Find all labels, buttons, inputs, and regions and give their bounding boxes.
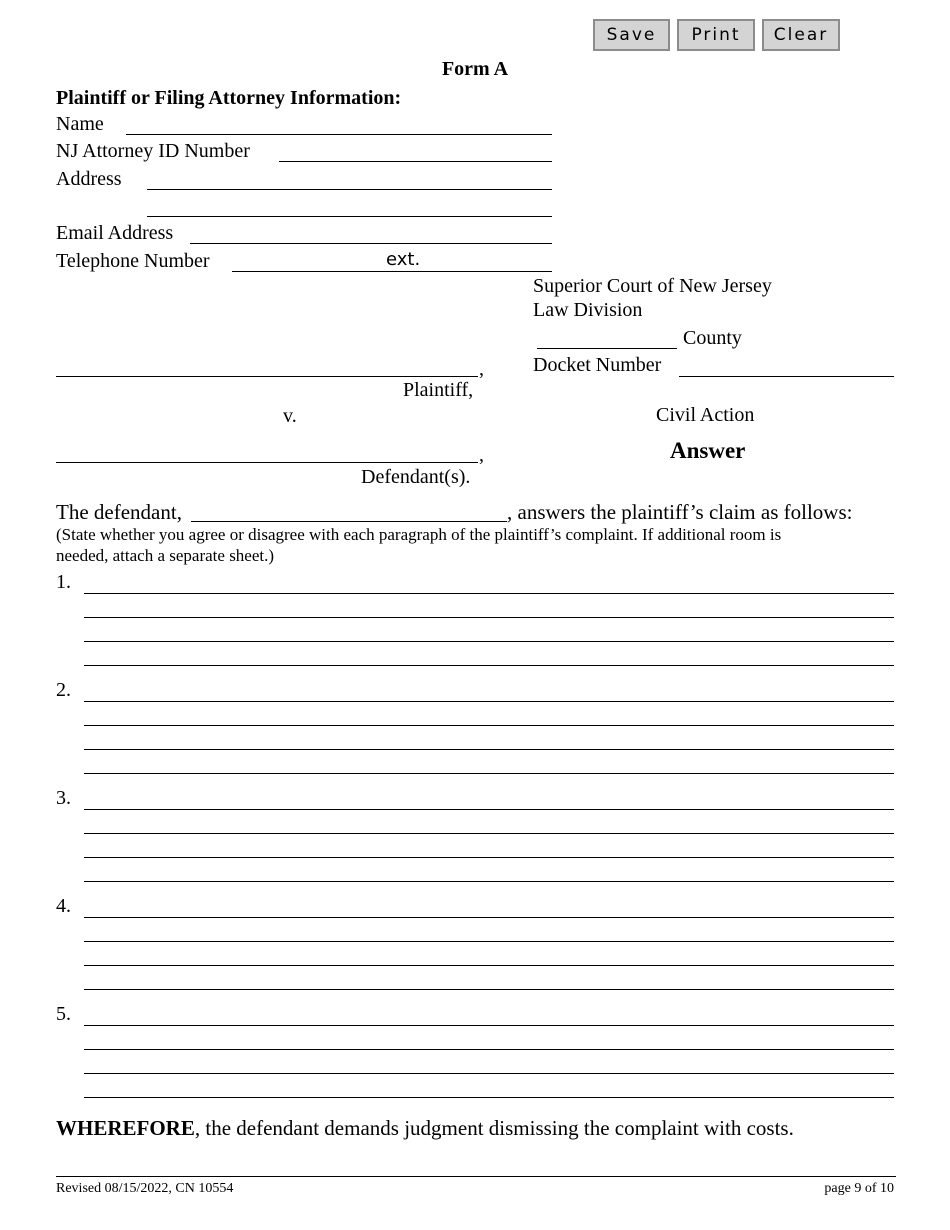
answer-field[interactable] — [84, 944, 894, 966]
wherefore-clause — [56, 1116, 794, 1140]
answer-field[interactable] — [84, 860, 894, 882]
name-label: Name — [56, 113, 104, 135]
clear-button[interactable]: Clear — [762, 19, 840, 51]
defendant-label: Defendant(s). — [361, 466, 471, 488]
print-button[interactable]: Print — [677, 19, 755, 51]
plaintiff-label: Plaintiff, — [403, 379, 474, 401]
answer-field[interactable] — [84, 596, 894, 618]
answer-field[interactable] — [84, 1076, 894, 1098]
answer-field[interactable] — [84, 896, 894, 918]
email-label: Email Address — [56, 222, 174, 244]
answer-field[interactable] — [84, 620, 894, 642]
attorney-id-label: NJ Attorney ID Number — [56, 140, 250, 162]
answer-field[interactable] — [84, 1052, 894, 1074]
address-field-2[interactable] — [147, 195, 552, 217]
ext-label: ext. — [386, 249, 421, 270]
attorney-heading: Plaintiff or Filing Attorney Information: — [56, 87, 402, 109]
county-field[interactable] — [537, 327, 677, 349]
instruction-line-2: needed, attach a separate sheet.) — [56, 546, 275, 565]
versus-label: v. — [283, 405, 297, 427]
court-name: Superior Court of New Jersey — [533, 275, 772, 297]
plaintiff-field[interactable] — [56, 355, 478, 377]
docket-field[interactable] — [679, 355, 894, 377]
paragraph-number: 4. — [56, 895, 71, 917]
ext-field[interactable] — [420, 250, 552, 272]
save-button[interactable]: Save — [593, 19, 670, 51]
document-title: Answer — [670, 438, 746, 463]
footer-rule — [56, 1176, 896, 1177]
page-number: page 9 of 10 — [824, 1181, 894, 1196]
form-title: Form A — [441, 58, 509, 80]
paragraph-number: 3. — [56, 787, 71, 809]
phone-label: Telephone Number — [56, 250, 210, 272]
defendant-field[interactable] — [56, 441, 478, 463]
docket-label: Docket Number — [533, 354, 662, 376]
wherefore-bold: WHEREFORE — [56, 1116, 195, 1140]
name-field[interactable] — [126, 113, 552, 135]
answer-field[interactable] — [84, 644, 894, 666]
paragraph-number: 5. — [56, 1003, 71, 1025]
answer-field[interactable] — [84, 788, 894, 810]
answer-field[interactable] — [84, 836, 894, 858]
defendant-prefix: The defendant, — [56, 500, 182, 524]
answer-field[interactable] — [84, 572, 894, 594]
answer-field[interactable] — [84, 752, 894, 774]
defendant-comma: , — [479, 444, 484, 466]
paragraph-number: 2. — [56, 679, 71, 701]
answer-field[interactable] — [84, 968, 894, 990]
wherefore-text: , the defendant demands judgment dismissing the complaint with costs. — [194, 1116, 794, 1140]
attorney-id-field[interactable] — [279, 140, 552, 162]
revision-note: Revised 08/15/2022, CN 10554 — [56, 1181, 234, 1196]
county-label: County — [683, 327, 742, 349]
civil-action-label: Civil Action — [656, 404, 755, 426]
answer-field[interactable] — [84, 1028, 894, 1050]
answer-field[interactable] — [84, 728, 894, 750]
court-division: Law Division — [533, 299, 643, 321]
address-label: Address — [56, 168, 122, 190]
answer-field[interactable] — [84, 1004, 894, 1026]
defendant-name-field[interactable] — [191, 500, 507, 522]
instruction-line-1: (State whether you agree or disagree with each paragraph of the plaintiff’s complaint. If additional room is — [56, 525, 782, 544]
address-field-1[interactable] — [147, 168, 552, 190]
paragraph-number: 1. — [56, 571, 71, 593]
email-field[interactable] — [190, 222, 552, 244]
defendant-suffix: , answers the plaintiff’s claim as follows: — [507, 500, 853, 524]
plaintiff-comma: , — [479, 358, 484, 380]
answer-field[interactable] — [84, 704, 894, 726]
answer-field[interactable] — [84, 920, 894, 942]
phone-field[interactable] — [232, 250, 382, 272]
answer-field[interactable] — [84, 680, 894, 702]
answer-field[interactable] — [84, 812, 894, 834]
